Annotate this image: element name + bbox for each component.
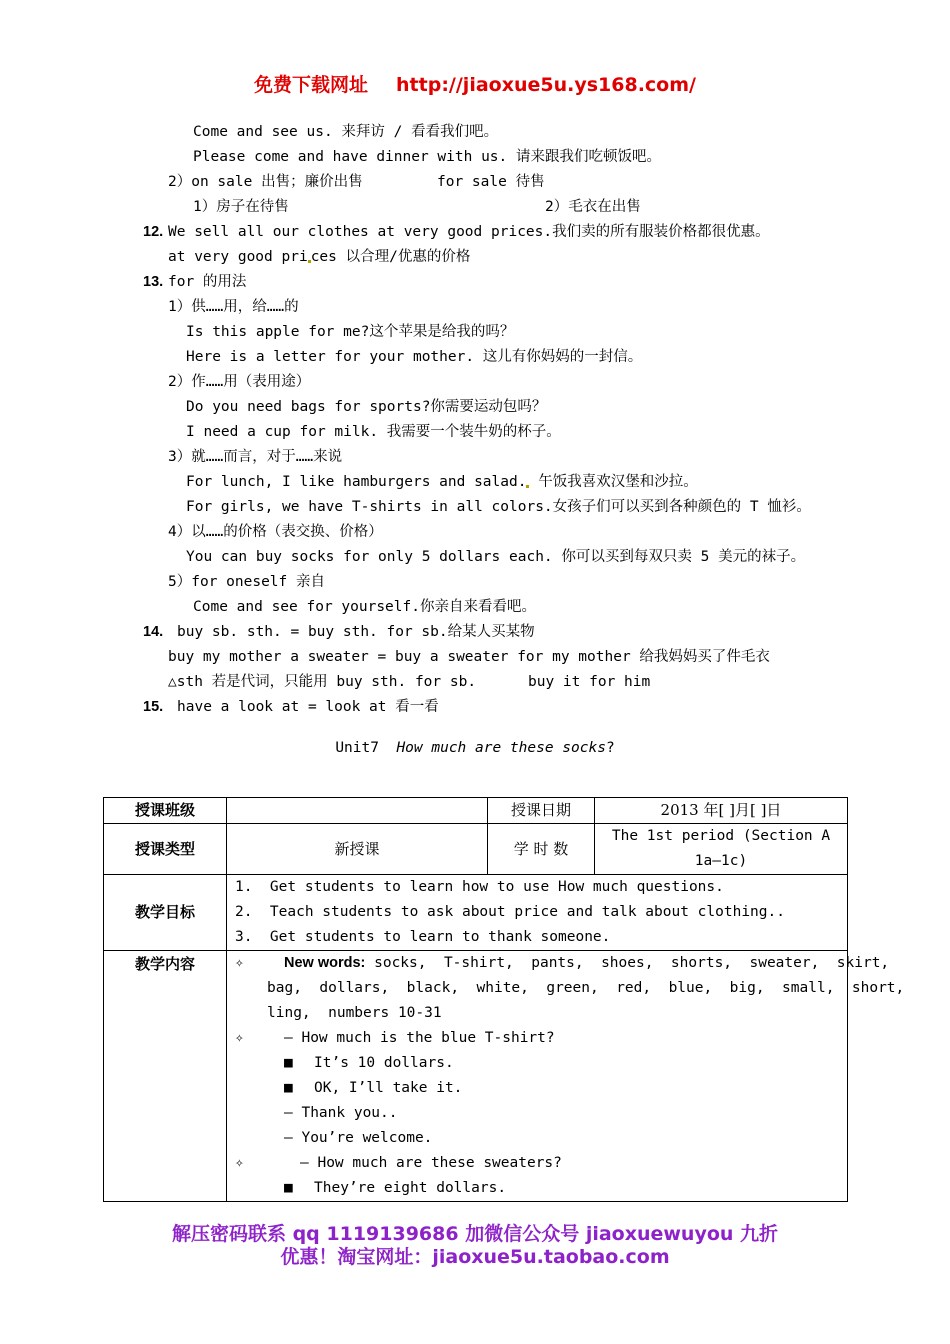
unit-title-text: How much are these socks — [396, 740, 606, 756]
table-row — [104, 798, 848, 824]
class-label: 授课班级 — [104, 798, 227, 824]
content-cell — [227, 951, 905, 1202]
square-icon: ■ — [284, 1055, 293, 1071]
square-icon: ■ — [284, 1080, 293, 1096]
text-line: buy sb. sth. = buy sth. for sb.给某人买某物 — [177, 624, 535, 640]
table-row — [104, 824, 848, 875]
text-line: buy my mother a sweater = buy a sweater for my mother 给我妈妈买了件毛衣 — [168, 649, 770, 665]
new-words-line — [284, 951, 889, 976]
content-row — [227, 951, 890, 976]
text-line: 3）就……而言，对于……来说 — [168, 449, 343, 465]
header-label: 免费下载网址 — [254, 74, 369, 96]
text-line: Come and see us. 来拜访 / 看看我们吧。 — [193, 124, 499, 140]
unit-suffix: ? — [605, 740, 615, 756]
text-fragment: ces 以合理/优惠的价格 — [310, 249, 471, 265]
type-value: 新授课 — [227, 824, 488, 875]
diamond-icon: ✧ — [235, 1155, 244, 1171]
header-url[interactable]: http://jiaoxue5u.ys168.com/ — [396, 74, 696, 96]
item-number: 14. — [143, 624, 164, 640]
content-row — [227, 1001, 847, 1026]
dialogue-line: It’s 10 dollars. — [314, 1055, 454, 1071]
text-line: Come and see for yourself.你亲自来看看吧。 — [193, 599, 536, 615]
lesson-plan-table — [103, 797, 905, 1202]
text-fragment: For lunch, I like hamburgers and salad. — [186, 474, 527, 490]
new-words-list: bag, dollars, black, white, green, red, blue, big, small, short, — [267, 980, 905, 996]
text-line: for sale 待售 — [437, 174, 545, 190]
item-number: 12. — [143, 224, 164, 240]
text-line: 4）以……的价格（表交换、价格） — [168, 524, 383, 540]
goal-item: 1. Get students to learn how to use How much questions. — [235, 879, 724, 895]
text-line: for 的用法 — [168, 274, 247, 290]
period-line: 1a—1c) — [694, 853, 748, 869]
goal-item: 2. Teach students to ask about price and talk about clothing.. — [235, 904, 785, 920]
new-words-label: New words: — [284, 955, 366, 971]
unit-prefix: Unit7 — [335, 740, 379, 756]
dialogue-line: — How much is the blue T-shirt? — [284, 1030, 555, 1046]
content-row — [227, 1051, 847, 1076]
unit-title — [0, 740, 950, 756]
text-line: 2）作……用（表用途） — [168, 374, 311, 390]
text-line: 5）for oneself 亲自 — [168, 574, 325, 590]
goals-label: 教学目标 — [104, 875, 227, 951]
content-row — [227, 1176, 847, 1201]
text-line: I need a cup for milk. 我需要一个装牛奶的杯子。 — [186, 424, 561, 440]
text-line: Here is a letter for your mother. 这儿有你妈妈的一封信。 — [186, 349, 643, 365]
goal-item: 3. Get students to learn to thank someone. — [235, 929, 611, 945]
content-row — [227, 1151, 847, 1176]
content-row — [227, 1101, 847, 1126]
text-line: △sth 若是代词，只能用 buy sth. for sb. — [168, 674, 477, 690]
dialogue-line: OK, I’ll take it. — [314, 1080, 463, 1096]
period-line: The 1st period (Section A — [611, 828, 831, 844]
diamond-icon: ✧ — [235, 1030, 244, 1046]
item-number: 15. — [143, 699, 164, 715]
text-line: have a look at = look at 看一看 — [177, 699, 439, 715]
content-row — [227, 1076, 847, 1101]
dialogue-line: — Thank you.. — [284, 1105, 398, 1121]
text-line: 1）房子在待售 — [193, 199, 289, 215]
dialogue-line: — How much are these sweaters? — [300, 1155, 562, 1171]
text-line — [186, 472, 698, 492]
text-line: For girls, we have T-shirts in all colors.女孩子们可以买到各种颜色的 T 恤衫。 — [186, 499, 811, 515]
type-label: 授课类型 — [104, 824, 227, 875]
text-line: Is this apple for me?这个苹果是给我的吗？ — [186, 324, 515, 340]
table-row — [104, 951, 848, 1202]
new-words-list: socks, T-shirt, pants, shoes, shorts, sweater, skirt, — [365, 955, 890, 971]
period-value — [595, 824, 848, 875]
goals-cell — [227, 875, 848, 951]
page-header — [0, 70, 950, 97]
text-line: buy it for him — [528, 674, 651, 690]
content-label: 教学内容 — [104, 951, 227, 1202]
date-label: 授课日期 — [488, 798, 595, 824]
new-words-list: ling, numbers 10-31 — [267, 1005, 442, 1021]
text-line: 1）供……用，给……的 — [168, 299, 299, 315]
text-line — [168, 247, 470, 267]
content-row — [227, 1026, 847, 1051]
square-icon: ■ — [284, 1180, 293, 1196]
text-line: 2）on sale 出售；廉价出售 — [168, 174, 363, 190]
dialogue-line: They’re eight dollars. — [314, 1180, 507, 1196]
text-line: Do you need bags for sports?你需要运动包吗？ — [186, 399, 547, 415]
text-line: We sell all our clothes at very good prices.我们卖的所有服装价格都很优惠。 — [168, 224, 770, 240]
footer-line-2[interactable]: 优惠！淘宝网址：jiaoxue5u.taobao.com — [280, 1246, 670, 1268]
text-fragment: 午饭我喜欢汉堡和沙拉。 — [529, 474, 698, 490]
footer-line-1: 解压密码联系 qq 1119139686 加微信公众号 jiaoxuewuyou 九折 — [171, 1223, 779, 1245]
class-value — [227, 798, 488, 824]
text-line: Please come and have dinner with us. 请来跟我们吃顿饭吧。 — [193, 149, 661, 165]
text-line: You can buy socks for only 5 dollars each. 你可以买到每双只卖 5 美元的袜子。 — [186, 549, 806, 565]
text-line: 2）毛衣在出售 — [545, 199, 641, 215]
item-number: 13. — [143, 274, 164, 290]
content-row — [227, 976, 905, 1001]
diamond-icon: ✧ — [235, 955, 244, 971]
dialogue-line: — You’re welcome. — [284, 1130, 433, 1146]
date-value: 2013 年[ ]月[ ]日 — [595, 798, 848, 824]
table-row — [104, 875, 848, 951]
text-fragment: at very good pri — [168, 249, 308, 265]
content-row — [227, 1126, 847, 1151]
hours-label: 学 时 数 — [488, 824, 595, 875]
